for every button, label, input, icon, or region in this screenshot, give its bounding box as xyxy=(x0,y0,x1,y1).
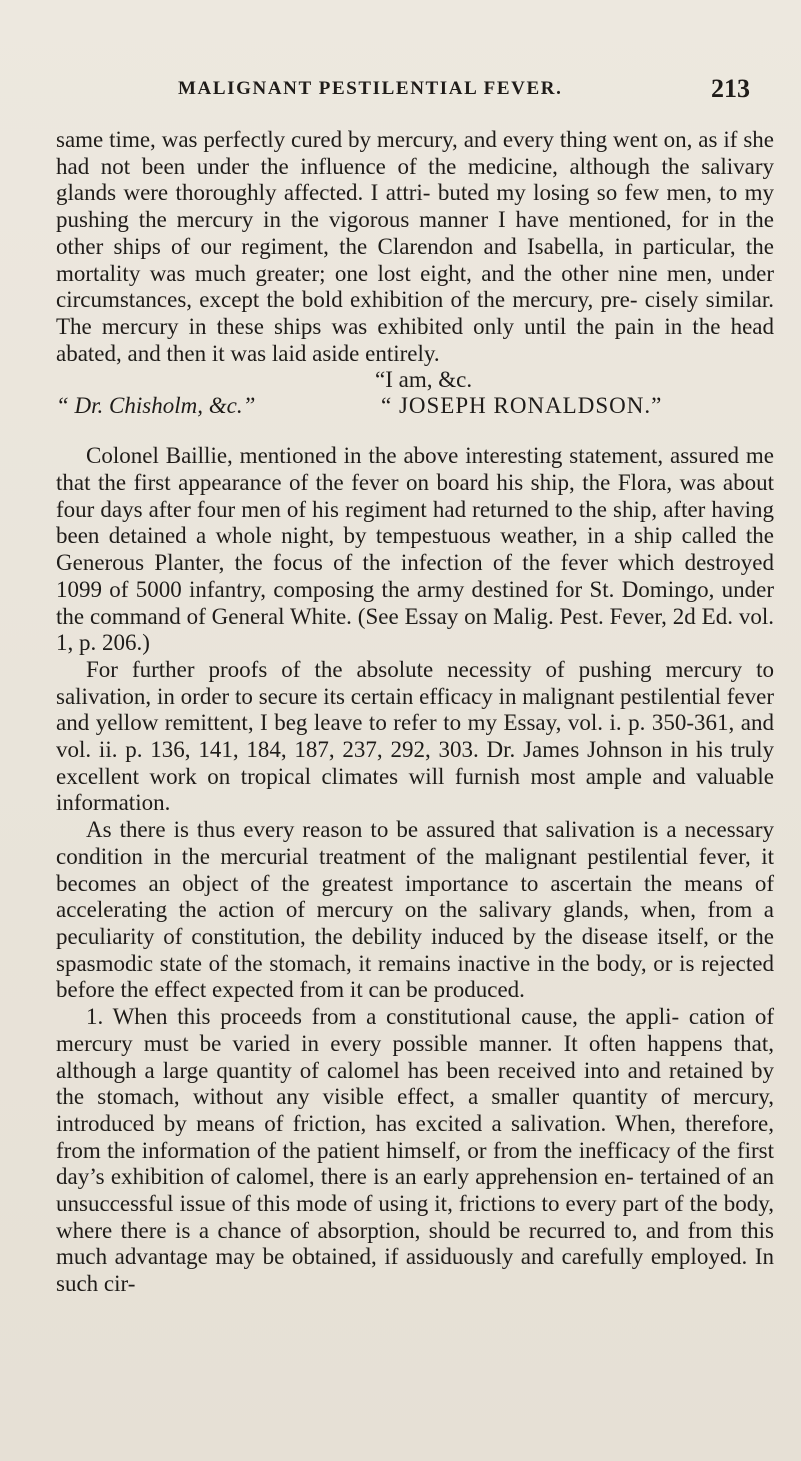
closing-signature: “ JOSEPH RONALDSON.” xyxy=(381,393,663,419)
page-body xyxy=(56,127,774,1298)
paragraph-further-proofs: For further proofs of the absolute necessity of pushing mercury to salivation, in order to secure its certain efficacy in malignant pestilential fever and yellow remittent, I beg leave to refer to my Essay, vol. i. p. 350-361, and vol. ii. p. 136, 141, 184, 187, 237, 292, 303. Dr. James Johnson in his truly excellent work on tropical climates will furnish most ample and valuable information. xyxy=(56,656,774,816)
paragraph-colonel-baillie: Colonel Baillie, mentioned in the above interesting statement, assured me that the first appearance of the fever on board his ship, the Flora, was about four days after four men of his regiment had returned to the ship, after having been detained a whole night, by tempestuous weather, in a ship called the Generous Planter, the focus of the infection of the fever which destroyed 1099 of 5000 infantry, composing the army destined for St. Domingo, under the command of General White. (See Essay on Malig. Pest. Fever, 2d Ed. vol. 1, p. 206.) xyxy=(56,443,774,656)
letter-closing xyxy=(56,367,774,421)
paragraph-salivation: As there is thus every reason to be assured that salivation is a necessary condition in the mercurial treatment of the malignant pestilential fever, it becomes an object of the greatest importance to ascertain the means of accelerating the action of mercury on the salivary glands, when, from a peculiarity of constitution, the debility induced by the disease itself, or the spasmodic state of the stomach, it remains inactive in the body, or is rejected before the effect expected from it can be produced. xyxy=(56,817,774,1003)
paragraph-letter-end: same time, was perfectly cured by mercury, and every thing went on, as if she had not been under the influence of the medicine, although the salivary glands were thoroughly affected. I attri- buted my losing so few men, to my pushing the mercury in the vigorous manner I have mentioned, for in the other ships of our regiment, the Clarendon and Isabella, in particular, the mortality was much greater; one lost eight, and the other nine men, under circumstances, except the bold exhibition of the mercury, pre- cisely similar. The mercury in these ships was exhibited only until the pain in the head abated, and then it was laid aside entirely. xyxy=(56,127,774,366)
running-title: MALIGNANT PESTILENTIAL FEVER. xyxy=(178,78,563,99)
paragraph-constitutional-cause: 1. When this proceeds from a constitutional cause, the appli- cation of mercury must be varied in every possible manner. It often happens that, although a large quantity of calomel has been received into and retained by the stomach, without any visible effect, a smaller quantity of mercury, introduced by means of friction, has excited a salivation. When, therefore, from the information of the patient himself, or from the inefficacy of the first day’s exhibition of calomel, there is an early apprehension en- tertained of an unsuccessful issue of this mode of using it, frictions to every part of the body, where there is a chance of absorption, should be recurred to, and from this much advantage may be obtained, if assiduously and carefully employed. In such cir- xyxy=(56,1004,774,1297)
closing-addressee: “ Dr. Chisholm, &c.” xyxy=(56,393,256,419)
page-number: 213 xyxy=(711,74,750,103)
page-header xyxy=(70,74,750,110)
closing-salutation: “I am, &c. xyxy=(375,367,473,393)
